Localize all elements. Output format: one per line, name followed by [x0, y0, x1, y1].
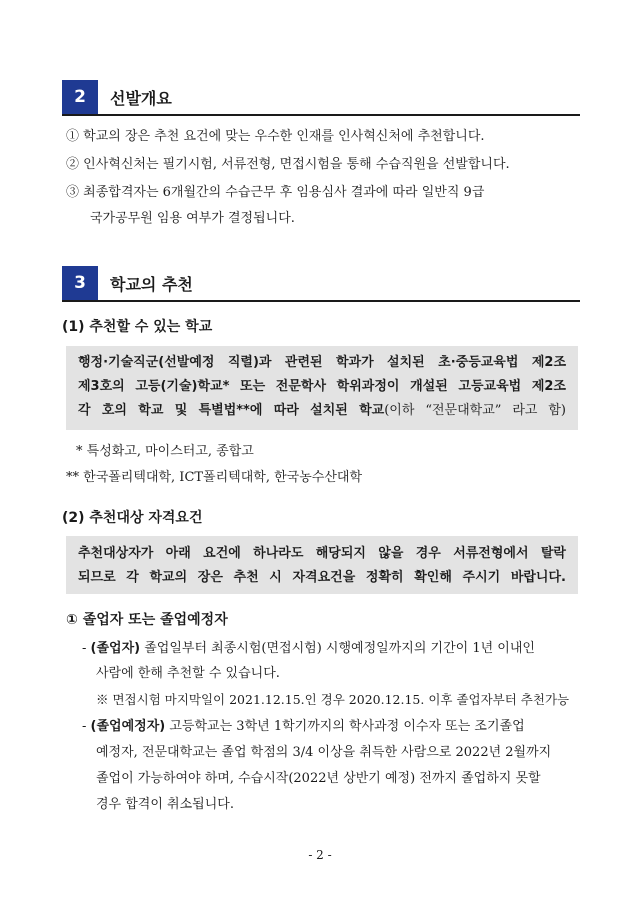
expected-graduate-text: 고등학교는 3학년 1학기까지의 학사과정 이수자 또는 조기졸업: [169, 719, 525, 734]
expected-graduate-label: (졸업예정자): [90, 719, 166, 734]
note-special-schools: * 특성화고, 마이스터고, 종합고: [76, 444, 254, 459]
section-2-item-2: [66, 156, 510, 174]
section-2-number: 2: [62, 80, 98, 114]
section-2-title: 선발개요: [110, 89, 172, 108]
dash: -: [82, 719, 87, 734]
box-line-1: 행정·기술직군(선발예정 직렬)과 관련된 학과가 설치된 초·중등교육법 제2조: [78, 355, 566, 370]
qual-box-line-1: 추천대상자가 아래 요건에 하나라도 해당되지 않을 경우 서류전형에서 탈락: [78, 546, 566, 561]
section-2-header: [62, 80, 580, 116]
item-marker: ②: [66, 157, 80, 172]
box-line-3-normal: (이하 “전문대학교” 라고 함): [384, 403, 566, 418]
item-text: 인사혁신처는 필기시험, 서류전형, 면접시험을 통해 수습직원을 선발합니다.: [83, 157, 510, 172]
section-2-item-3-continued: 국가공무원 임용 여부가 결정됩니다.: [90, 211, 295, 226]
section-3-header: [62, 266, 580, 302]
box-line-3-bold: 각 호의 학교 및 특별법**에 따라 설치된 학교: [78, 403, 385, 418]
item-text: 최종합격자는 6개월간의 수습근무 후 임용심사 결과에 따라 일반직 9급: [83, 185, 485, 200]
expected-graduate-line-4: 경우 합격이 취소됩니다.: [96, 797, 234, 812]
graduate-note: ※ 면접시험 마지막일이 2021.12.15.인 경우 2020.12.15. 이후 졸업자부터 추천가능: [96, 692, 570, 707]
qual-box-line-2: 되므로 각 학교의 장은 추천 시 자격요건을 정확히 확인해 주시기 바랍니다.: [78, 570, 566, 585]
subsection-1-heading: (1) 추천할 수 있는 학교: [62, 319, 213, 335]
dash: -: [82, 641, 87, 656]
box-line-3: [78, 402, 566, 420]
section-2-item-1: [66, 128, 485, 146]
item-marker: ①: [66, 129, 80, 144]
section-2-item-3: [66, 184, 484, 202]
box-line-2: 제3호의 고등(기술)학교* 또는 전문학사 학위과정이 개설된 고등교육법 제2조: [78, 379, 566, 394]
expected-graduate-line: [82, 718, 525, 736]
eligible-schools-box: [66, 346, 578, 430]
page-number: - 2 -: [308, 848, 332, 862]
graduate-line: [82, 640, 578, 658]
graduate-text: 졸업일부터 최종시험(면접시험) 시행예정일까지의 기간이 1년 이내인: [144, 641, 535, 656]
graduate-line-continued: 사람에 한해 추천할 수 있습니다.: [96, 666, 280, 681]
graduate-heading: ① 졸업자 또는 졸업예정자: [66, 612, 228, 628]
item-text: 학교의 장은 추천 요건에 맞는 우수한 인재를 인사혁신처에 추천합니다.: [83, 129, 485, 144]
expected-graduate-line-3: 졸업이 가능하여야 하며, 수습시작(2022년 상반기 예정) 전까지 졸업하지 못할: [96, 771, 541, 786]
qualification-box: [66, 536, 578, 594]
expected-graduate-line-2: 예정자, 전문대학교는 졸업 학점의 3/4 이상을 취득한 사람으로 2022년 2월까지: [96, 745, 552, 760]
section-3-title: 학교의 추천: [110, 275, 193, 294]
note-special-law-schools: ** 한국폴리텍대학, ICT폴리텍대학, 한국농수산대학: [66, 470, 363, 485]
section-3-number: 3: [62, 266, 98, 300]
item-marker: ③: [66, 185, 80, 200]
subsection-2-heading: (2) 추천대상 자격요건: [62, 510, 203, 526]
graduate-label: (졸업자): [90, 641, 141, 656]
